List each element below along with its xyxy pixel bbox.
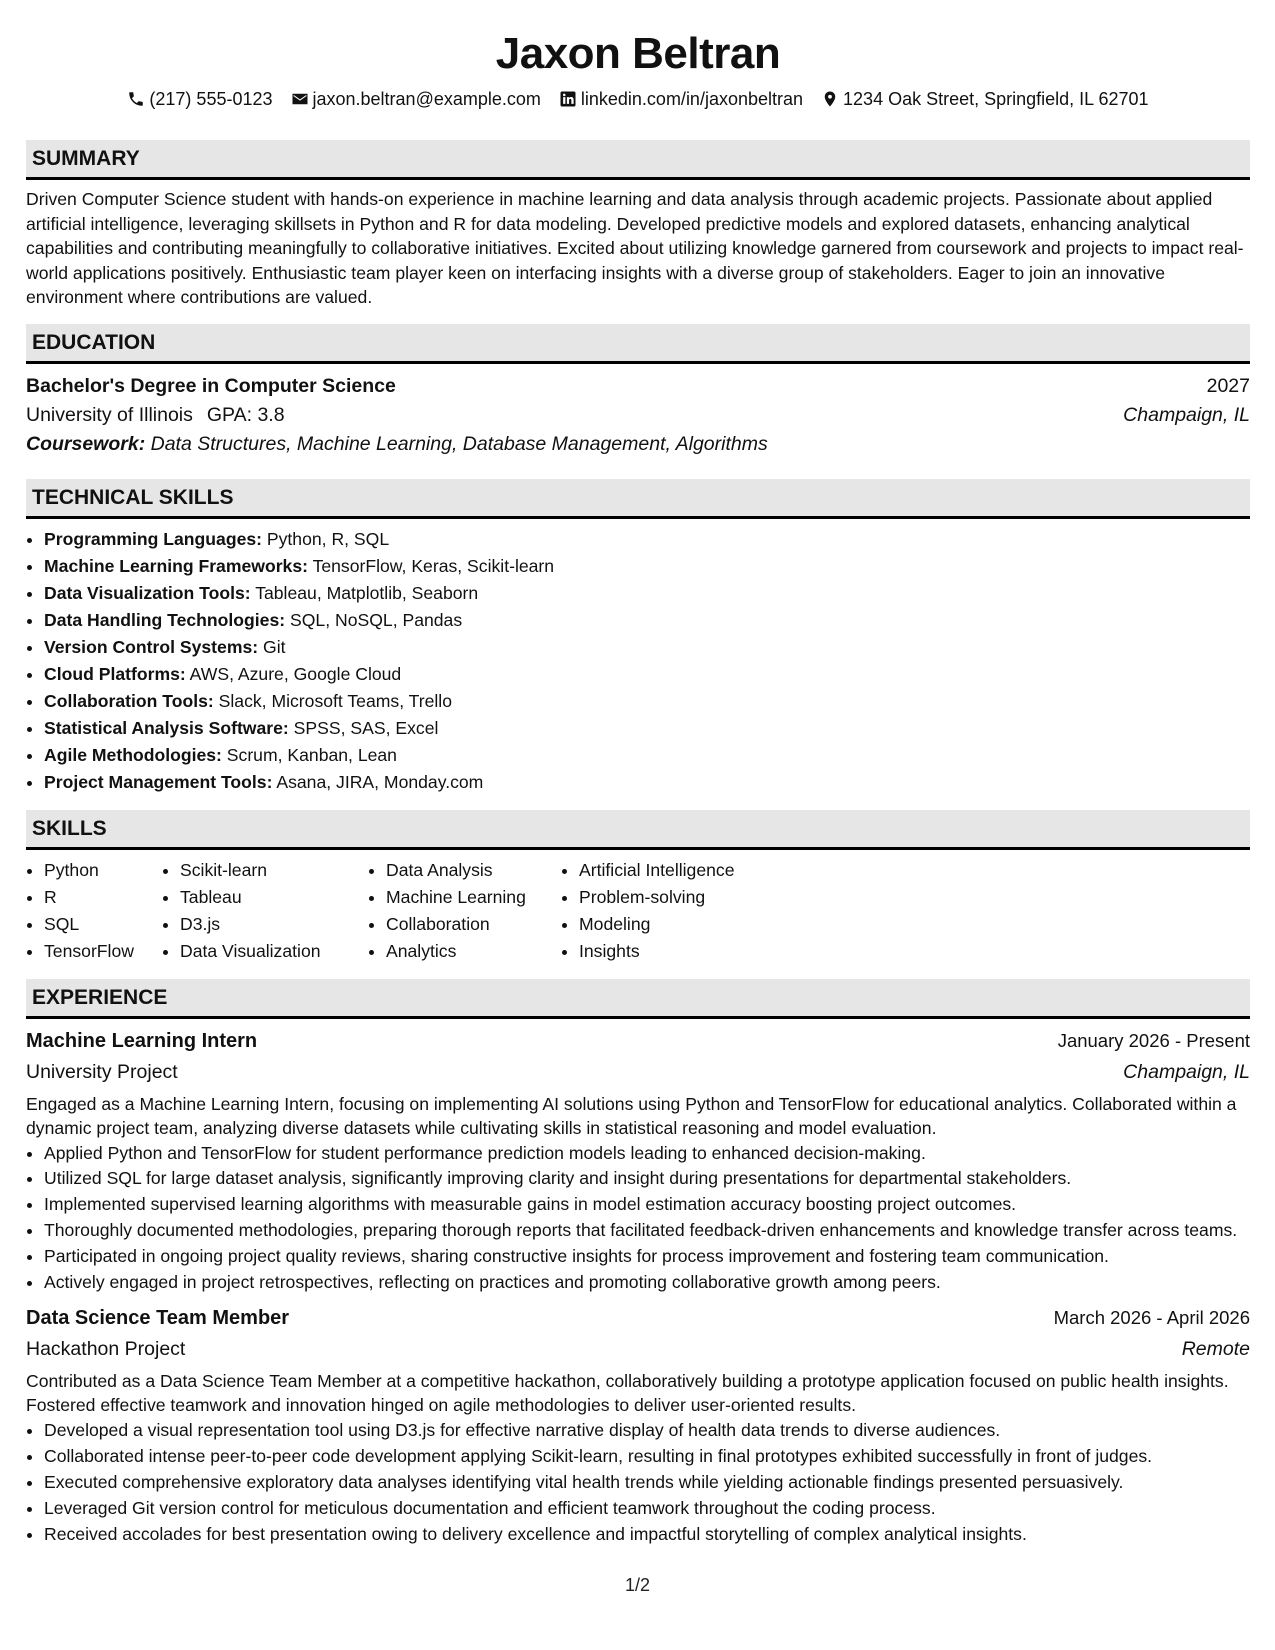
skill-item: • Insights [579, 938, 734, 965]
school-name: University of Illinois [26, 403, 193, 426]
skill-item: • Collaboration [386, 911, 561, 938]
graduation-year: 2027 [1206, 374, 1250, 397]
job-org-row [26, 1057, 1250, 1087]
skill-values: SQL, NoSQL, Pandas [290, 609, 463, 630]
map-pin-icon [821, 90, 839, 108]
list-item: • Applied Python and TensorFlow for student performance prediction models leading to enhanced decision-making. [44, 1141, 1250, 1165]
skills-grid [26, 857, 1250, 965]
skill-category: Data Handling Technologies: [44, 609, 286, 630]
skill-category: Statistical Analysis Software: [44, 717, 289, 738]
job-org-row [26, 1334, 1250, 1364]
job-title-row [26, 1025, 1250, 1057]
degree-title: Bachelor's Degree in Computer Science [26, 374, 396, 397]
skill-item: • TensorFlow [44, 938, 162, 965]
coursework-label: Coursework: [26, 432, 146, 455]
job-title: Data Science Team Member [26, 1306, 290, 1329]
job-bullets [26, 1418, 1250, 1546]
education-degree-row [26, 371, 1250, 401]
skill-item: • Problem-solving [579, 884, 734, 911]
job-description: Contributed as a Data Science Team Member at a competitive hackathon, collaboratively building a prototype application focused on public health insights. Fostered effective teamwork and innovation hinged on agile methodologies to deliver user-oriented results. [26, 1370, 1229, 1415]
skill-values: Scrum, Kanban, Lean [226, 744, 397, 765]
job-org: University Project [26, 1060, 178, 1083]
skill-item: • D3.js [180, 911, 368, 938]
skill-item: • Data Visualization [180, 938, 368, 965]
education-heading: EDUCATION [26, 324, 1250, 364]
skills-column [162, 857, 368, 965]
list-item: • Participated in ongoing project quality reviews, sharing constructive insights for process improvement and fostering team communication. [44, 1244, 1250, 1268]
contact-linkedin[interactable] [559, 86, 803, 112]
contact-bar [26, 86, 1250, 112]
list-item: • Received accolades for best presentation owing to delivery excellence and impactful storytelling of complex analytical insights. [44, 1522, 1250, 1546]
skill-item: • Tableau [180, 884, 368, 911]
summary-text: Driven Computer Science student with hands-on experience in machine learning and data analysis through academic projects. Passionate about applied artificial intelligence, leveraging skillsets in Python and R for data modeling. Developed predictive models and explored datasets, enhancing analytical capabilities and contributing meaningfully to collaborative initiatives. Excited about utilizing knowledge garnered from coursework and projects to impact real-world applications positively. Enthusiastic team player keen on interfacing insights with a diverse group of stakeholders. Eager to join an innovative environment where contributions are valued. [26, 189, 1244, 307]
skill-values: Python, R, SQL [266, 528, 390, 549]
email-text[interactable]: jaxon.beltran@example.com [312, 89, 541, 109]
phone-text: (217) 555-0123 [149, 89, 273, 109]
contact-phone [127, 86, 272, 112]
envelope-icon [291, 90, 309, 108]
candidate-name: Jaxon Beltran [495, 29, 781, 78]
list-item: • Thoroughly documented methodologies, preparing thorough reports that facilitated feedback-driven enhancements and knowledge transfer across teams. [44, 1218, 1250, 1242]
experience-heading: EXPERIENCE [26, 979, 1250, 1019]
phone-icon [127, 90, 145, 108]
skill-item: • Data Analysis [386, 857, 561, 884]
list-item [44, 526, 1250, 553]
skill-item: • SQL [44, 911, 162, 938]
technical-skills-list [26, 526, 1250, 796]
list-item [44, 769, 1250, 796]
list-item [44, 553, 1250, 580]
job-entry [26, 1025, 1250, 1294]
list-item [44, 580, 1250, 607]
skills-heading: SKILLS [26, 810, 1250, 850]
summary-heading: SUMMARY [26, 140, 1250, 180]
skill-values: Git [263, 636, 286, 657]
skill-category: Data Visualization Tools: [44, 582, 251, 603]
skill-item: • Machine Learning [386, 884, 561, 911]
list-item: • Actively engaged in project retrospectives, reflecting on practices and promoting collaborative growth among peers. [44, 1270, 1250, 1294]
skill-values: SPSS, SAS, Excel [293, 717, 439, 738]
list-item: • Executed comprehensive exploratory data analyses identifying vital health trends while yielding actionable findings presented persuasively. [44, 1470, 1250, 1494]
page-number: 1/2 [624, 1575, 651, 1595]
linkedin-icon [559, 90, 577, 108]
skill-item: • Analytics [386, 938, 561, 965]
job-title: Machine Learning Intern [26, 1029, 258, 1052]
list-item [44, 661, 1250, 688]
job-location: Remote [1181, 1337, 1250, 1360]
job-org: Hackathon Project [26, 1337, 186, 1360]
linkedin-text[interactable]: linkedin.com/in/jaxonbeltran [580, 89, 804, 109]
job-entry [26, 1302, 1250, 1546]
school-info [26, 401, 285, 429]
list-item: • Utilized SQL for large dataset analysis, significantly improving clarity and insight during presentations for departmental stakeholders. [44, 1166, 1250, 1190]
job-dates: January 2026 - Present [1057, 1029, 1250, 1051]
list-item [44, 715, 1250, 742]
contact-address [821, 86, 1149, 112]
skill-values: TensorFlow, Keras, Scikit-learn [312, 555, 555, 576]
job-title-row [26, 1302, 1250, 1334]
list-item [44, 688, 1250, 715]
technical-skills-heading: TECHNICAL SKILLS [26, 479, 1250, 519]
skill-category: Agile Methodologies: [44, 744, 222, 765]
skill-values: AWS, Azure, Google Cloud [189, 663, 402, 684]
list-item [44, 607, 1250, 634]
gpa: GPA: 3.8 [206, 403, 285, 426]
skill-item: • Artificial Intelligence [579, 857, 734, 884]
list-item: • Developed a visual representation tool using D3.js for effective narrative display of health data trends to diverse audiences. [44, 1418, 1250, 1442]
skill-item: • Scikit-learn [180, 857, 368, 884]
list-item: • Implemented supervised learning algorithms with measurable gains in model estimation accuracy boosting project outcomes. [44, 1192, 1250, 1216]
skill-values: Slack, Microsoft Teams, Trello [218, 690, 452, 711]
education-school-row [26, 401, 1250, 429]
skills-column [561, 857, 734, 965]
job-location: Champaign, IL [1123, 1060, 1250, 1083]
skill-values: Tableau, Matplotlib, Seaborn [255, 582, 479, 603]
coursework-row [26, 429, 1250, 460]
skills-column [26, 857, 162, 965]
job-dates: March 2026 - April 2026 [1053, 1306, 1250, 1328]
list-item: • Collaborated intense peer-to-peer code development applying Scikit-learn, resulting in final prototypes exhibited successfully in front of judges. [44, 1444, 1250, 1468]
job-description: Engaged as a Machine Learning Intern, focusing on implementing AI solutions using Python and TensorFlow for educational analytics. Collaborated within a dynamic project team, analyzing diverse datasets while cultivating skills in statistical reasoning and model evaluation. [26, 1093, 1237, 1138]
skill-category: Cloud Platforms: [44, 663, 186, 684]
skill-item: • Python [44, 857, 162, 884]
skill-category: Collaboration Tools: [44, 690, 214, 711]
skill-values: Asana, JIRA, Monday.com [276, 771, 484, 792]
school-location: Champaign, IL [1123, 403, 1250, 426]
list-item [44, 634, 1250, 661]
contact-email[interactable] [291, 86, 541, 112]
skill-category: Project Management Tools: [44, 771, 273, 792]
skills-column [368, 857, 561, 965]
list-item: • Leveraged Git version control for meticulous documentation and efficient teamwork throughout the coding process. [44, 1496, 1250, 1520]
list-item [44, 742, 1250, 769]
job-bullets [26, 1141, 1250, 1294]
skill-item: • Modeling [579, 911, 734, 938]
address-text: 1234 Oak Street, Springfield, IL 62701 [843, 89, 1149, 109]
skill-item: • R [44, 884, 162, 911]
skill-category: Version Control Systems: [44, 636, 259, 657]
coursework-list: Data Structures, Machine Learning, Database Management, Algorithms [150, 432, 768, 455]
skill-category: Programming Languages: [44, 528, 262, 549]
resume-page [26, 20, 1250, 1547]
skill-category: Machine Learning Frameworks: [44, 555, 308, 576]
